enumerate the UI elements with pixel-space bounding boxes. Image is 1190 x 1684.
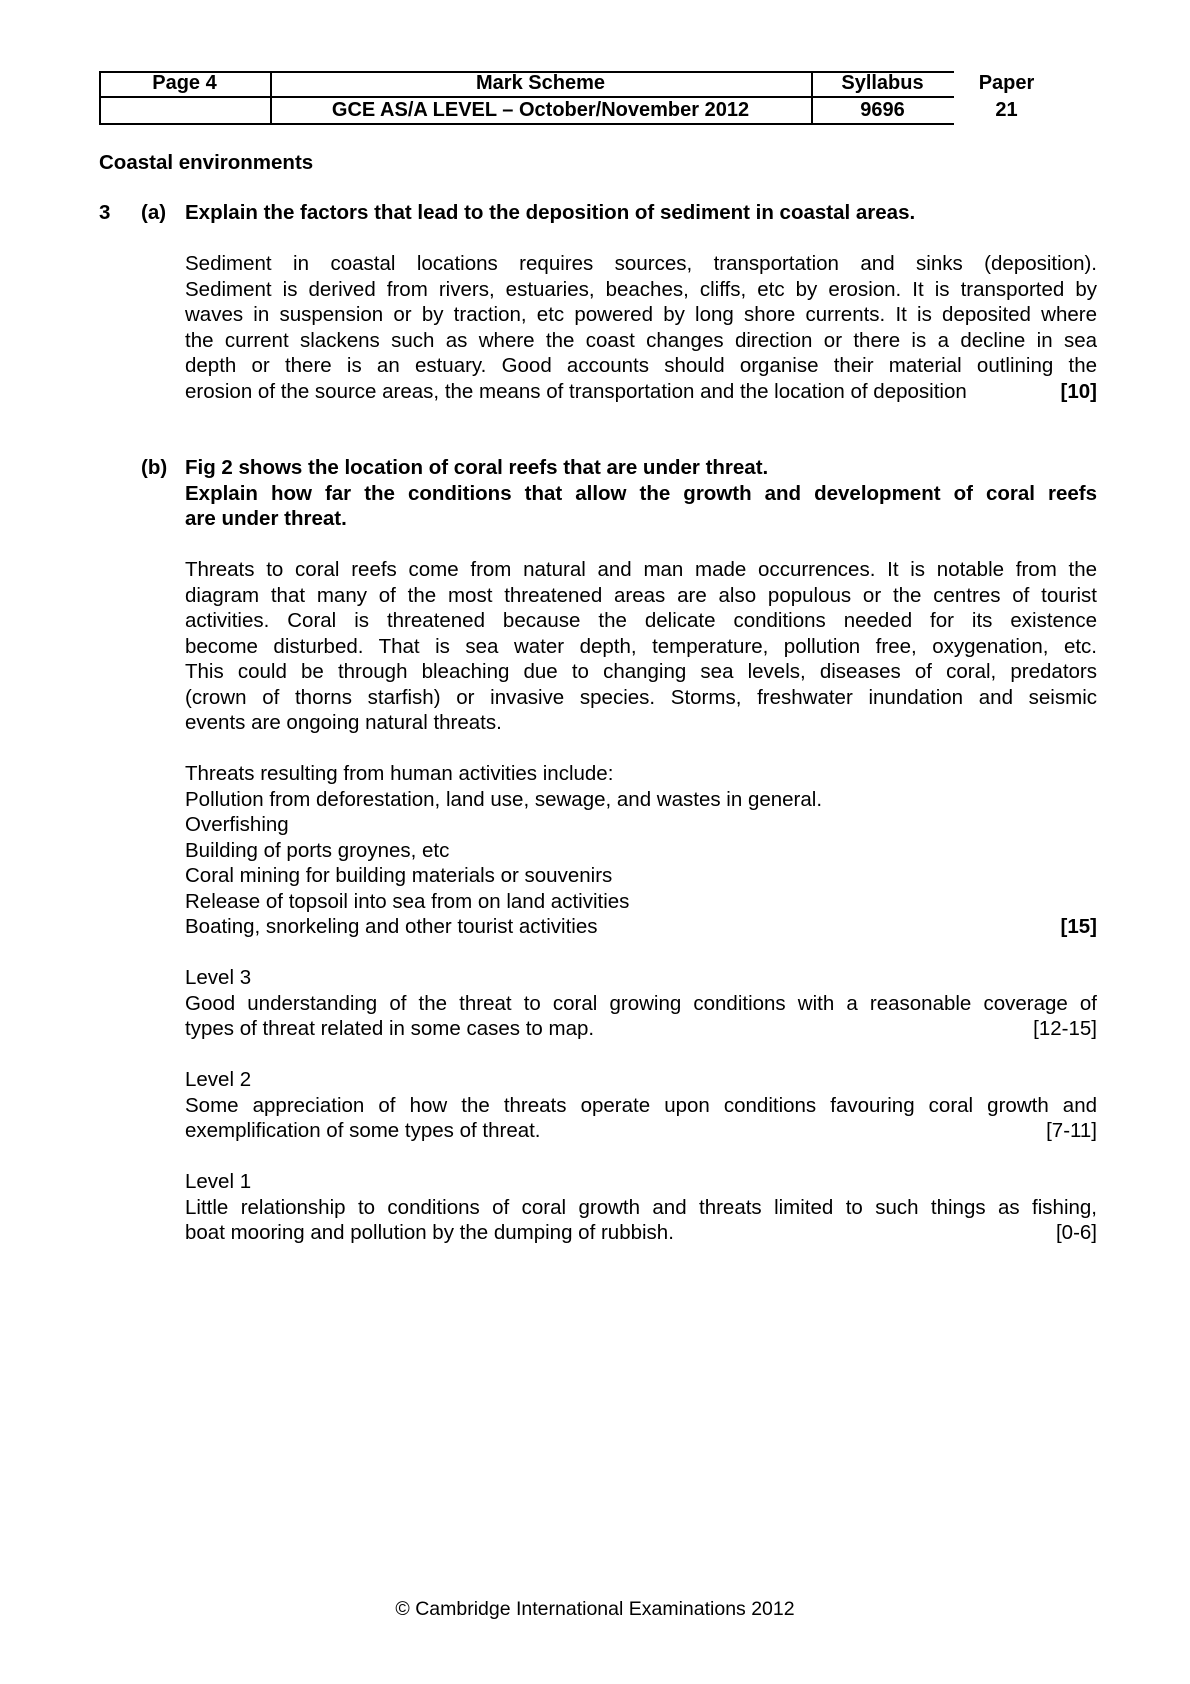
copyright-footer: © Cambridge International Examinations 2012	[395, 1598, 795, 1620]
level-text: types of threat related in some cases to map.	[185, 1017, 595, 1040]
exam-title: GCE AS/A LEVEL – October/November 2012	[331, 99, 750, 121]
list-item: Overfishing	[185, 813, 289, 836]
prompt-line: are under threat.	[185, 507, 347, 530]
answer-line: Threats to coral reefs come from natural and man made occurrences. It is notable from the	[185, 558, 1097, 581]
part-a-answer	[185, 251, 1097, 404]
page-label: Page 4	[152, 72, 217, 94]
answer-line: events are ongoing natural threats.	[185, 711, 502, 734]
answer-line: (crown of thorns starfish) or invasive species. Storms, freshwater inundation and seismic	[185, 685, 1097, 709]
level-1-descriptor	[185, 1169, 1097, 1246]
level-title: Level 3	[185, 966, 252, 989]
section-title: Coastal environments	[99, 151, 314, 174]
answer-line: depth or there is an estuary. Good accounts should organise their material outlining the	[185, 354, 1097, 377]
part-a-label: (a)	[141, 201, 167, 224]
list-item: Building of ports groynes, etc	[185, 838, 450, 862]
list-item: Release of topsoil into sea from on land activities	[185, 889, 630, 913]
prompt-line: Explain how far the conditions that allow the growth and development of coral reefs	[185, 481, 1097, 505]
list-item: Pollution from deforestation, land use, sewage, and wastes in general.	[185, 787, 823, 811]
syllabus-label: Syllabus	[841, 72, 924, 94]
part-b-answer	[185, 557, 1097, 736]
answer-line: diagram that many of the most threatened areas are also populous or the centres of tourist	[185, 583, 1097, 607]
list-item: Boating, snorkeling and other tourist activities	[185, 915, 598, 938]
level-range: [0-6]	[1055, 1221, 1097, 1244]
level-title: Level 2	[185, 1068, 252, 1091]
answer-line: the current slackens such as where the coast changes direction or there is a decline in sea	[185, 328, 1097, 352]
part-b-marks: [15]	[1060, 915, 1097, 938]
level-text: Good understanding of the threat to coral growing conditions with a reasonable coverage of	[185, 991, 1097, 1015]
level-text: Little relationship to conditions of coral growth and threats limited to such things as fishing,	[185, 1195, 1097, 1219]
level-range: [7-11]	[1046, 1119, 1097, 1142]
level-range: [12-15]	[1033, 1017, 1097, 1040]
list-item: Coral mining for building materials or souvenirs	[185, 864, 613, 887]
level-title: Level 1	[185, 1170, 252, 1193]
level-text: boat mooring and pollution by the dumping of rubbish.	[185, 1221, 674, 1244]
answer-line: become disturbed. That is sea water depth, temperature, pollution free, oxygenation, etc.	[185, 634, 1097, 658]
part-b-label: (b)	[141, 456, 168, 479]
prompt-line: Fig 2 shows the location of coral reefs that are under threat.	[185, 456, 769, 479]
answer-line: Sediment in coastal locations requires sources, transportation and sinks (deposition).	[185, 252, 1097, 275]
mark-scheme-label: Mark Scheme	[476, 72, 605, 94]
part-b-prompt	[185, 455, 1097, 532]
part-a-marks: [10]	[1060, 379, 1097, 403]
answer-line: erosion of the source areas, the means of transportation and the location of deposition	[185, 379, 967, 403]
syllabus-code: 9696	[860, 99, 905, 121]
level-text: Some appreciation of how the threats operate upon conditions favouring coral growth and	[185, 1093, 1097, 1117]
answer-line: activities. Coral is threatened because the delicate conditions needed for its existence	[185, 609, 1097, 632]
human-threats-intro: Threats resulting from human activities include:	[185, 762, 614, 785]
human-threats-list	[185, 761, 1097, 940]
level-2-descriptor	[185, 1067, 1097, 1144]
paper-number: 21	[995, 99, 1018, 121]
paper-label: Paper	[978, 72, 1035, 94]
answer-line: This could be through bleaching due to changing sea levels, diseases of coral, predators	[185, 660, 1097, 683]
level-3-descriptor	[185, 965, 1097, 1042]
answer-line: Sediment is derived from rivers, estuaries, beaches, cliffs, etc by erosion. It is transported by	[185, 277, 1097, 301]
part-a-prompt: Explain the factors that lead to the deposition of sediment in coastal areas.	[185, 201, 916, 224]
question-number: 3	[99, 201, 111, 224]
answer-line: waves in suspension or by traction, etc powered by long shore currents. It is deposited where	[185, 303, 1097, 326]
level-text: exemplification of some types of threat.	[185, 1119, 541, 1142]
